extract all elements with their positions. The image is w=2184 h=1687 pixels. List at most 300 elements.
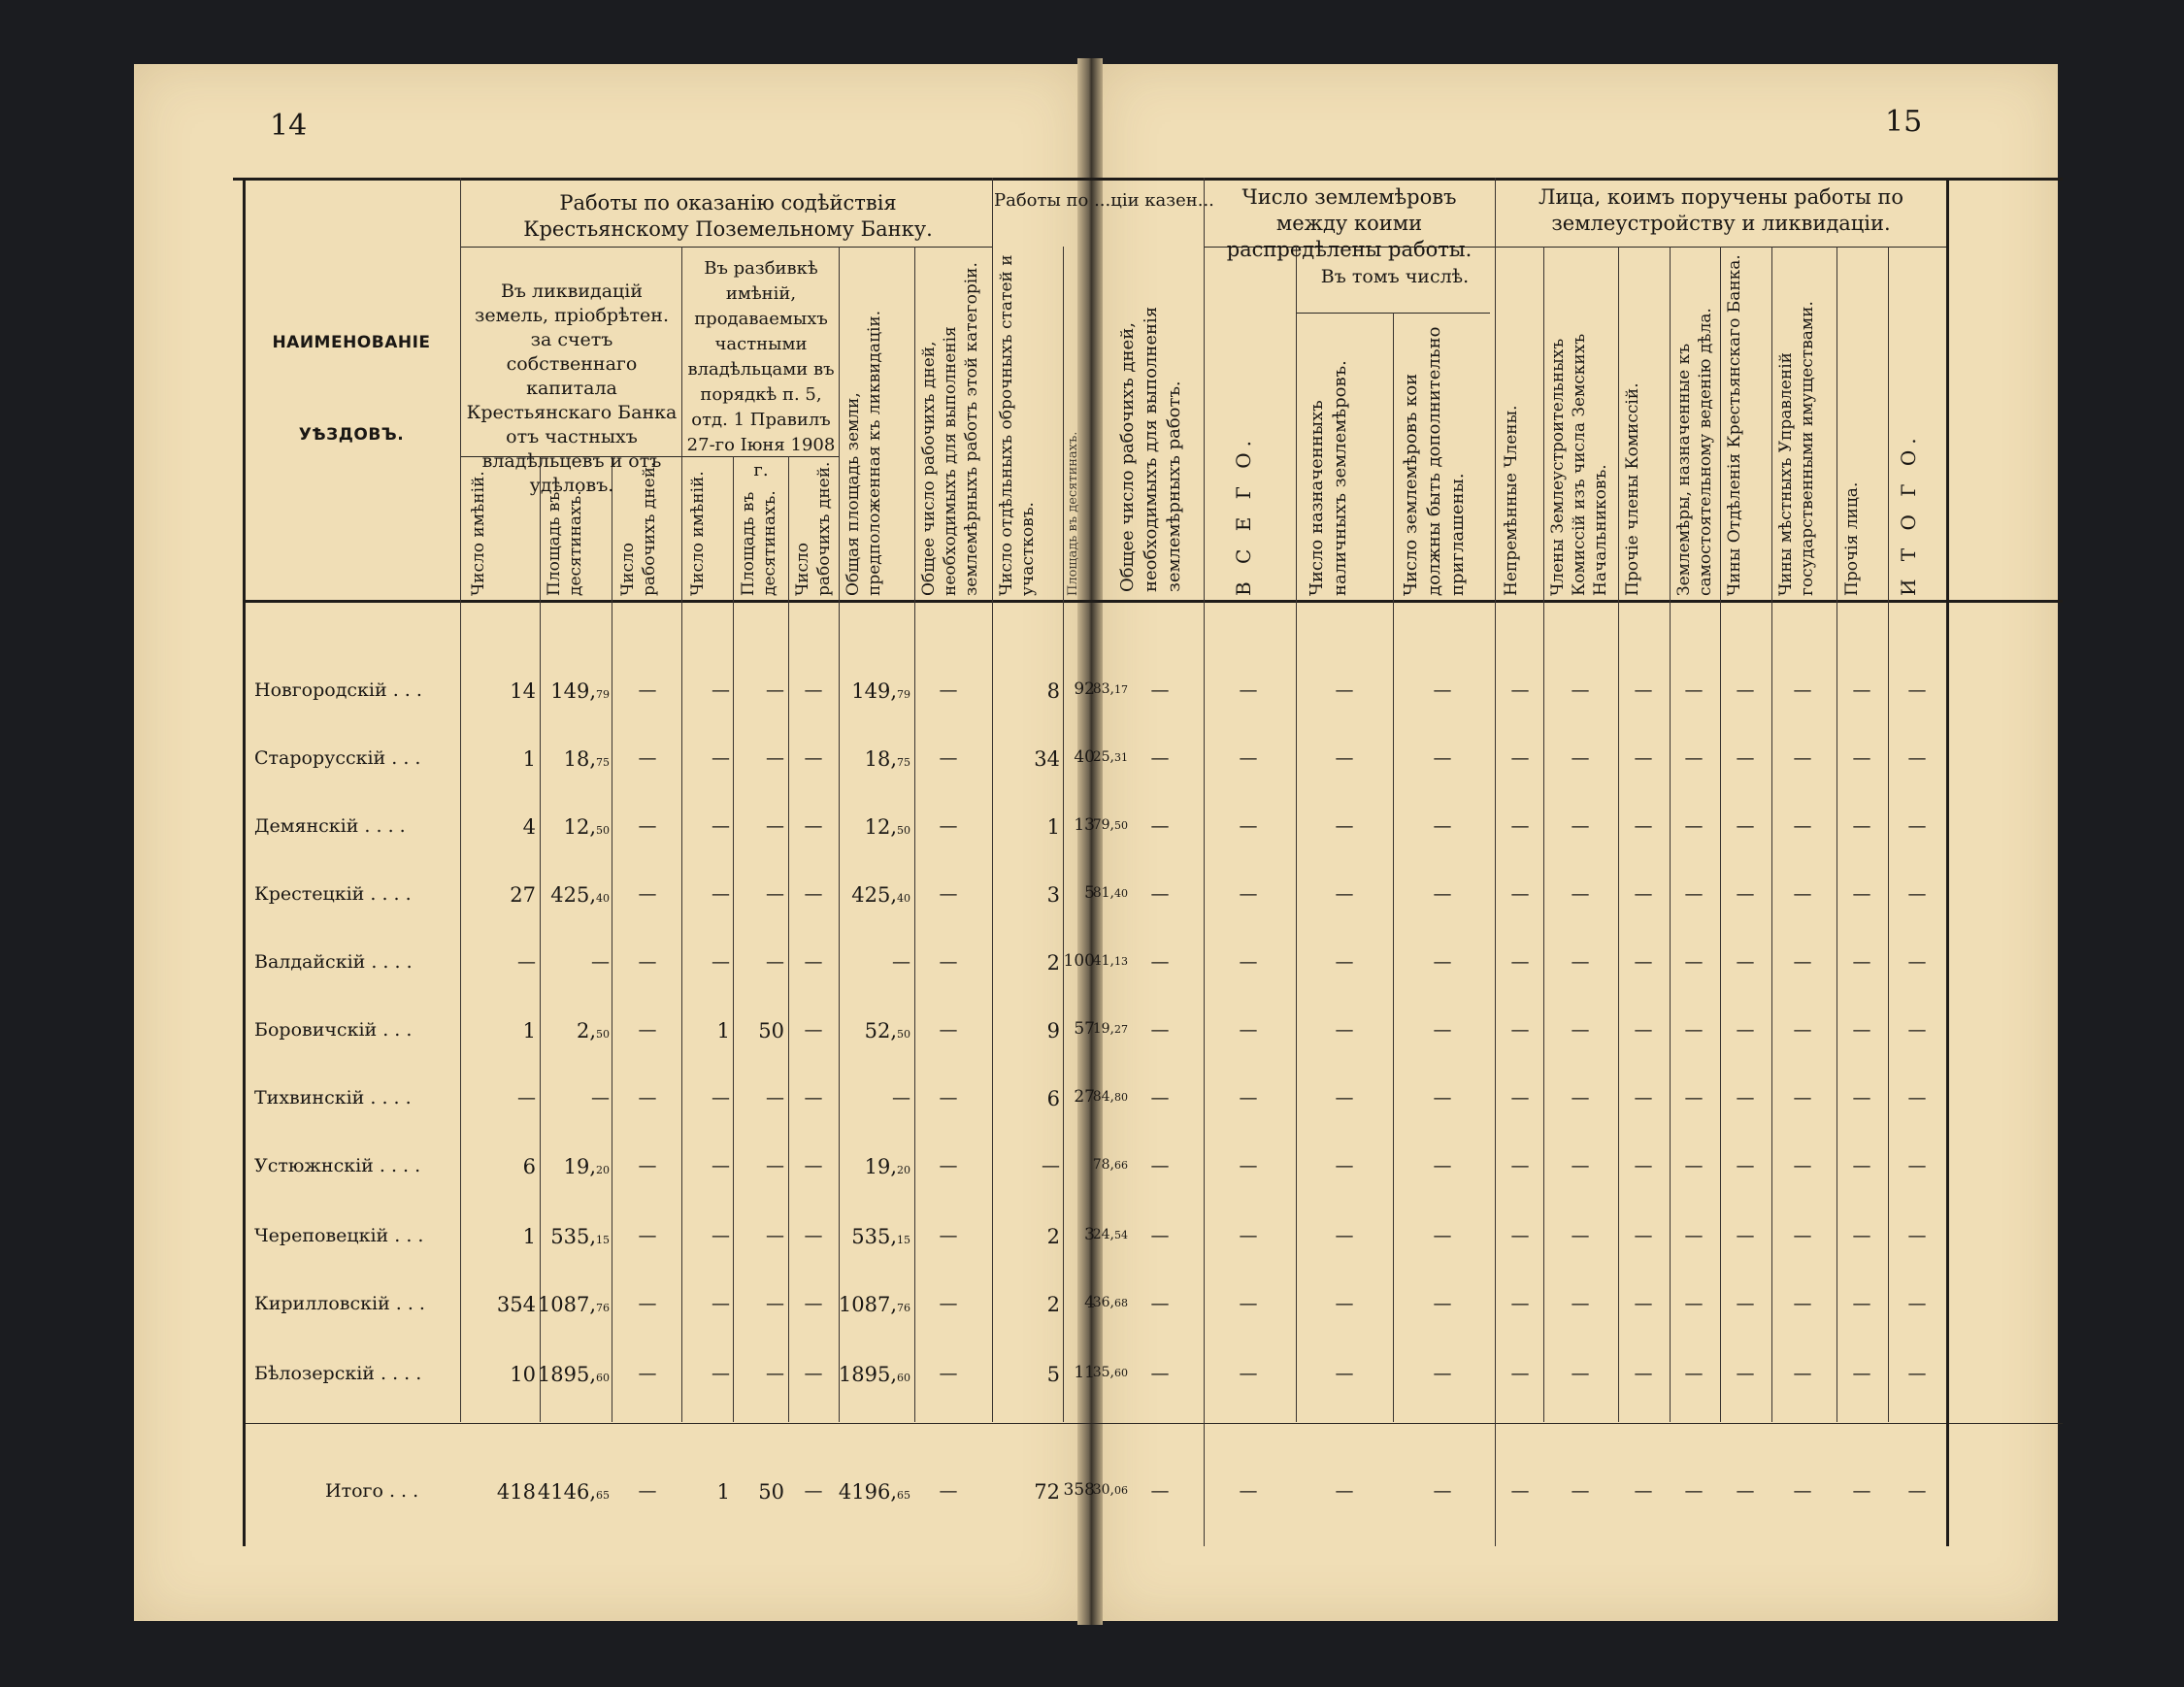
empty-cell-dash (799, 951, 828, 973)
lots-area-partial: 3 (1084, 1225, 1095, 1244)
empty-cell-dash (1731, 1480, 1760, 1502)
empty-cell-dash (1788, 883, 1817, 905)
gutter-area-fragment-fraction: 13 (1114, 955, 1128, 968)
total-area-fraction: 65 (897, 1489, 910, 1502)
gutter-area-fragment-fraction: 27 (1114, 1023, 1128, 1036)
empty-cell-dash (1428, 1155, 1457, 1176)
gutter-area-fragment: 84,80 (1092, 1089, 1128, 1105)
gutter-area-fragment: 81,40 (1092, 885, 1128, 901)
empty-cell-dash (1506, 1480, 1535, 1502)
empty-cell-dash (1234, 815, 1263, 837)
col-divider (1495, 178, 1496, 1546)
area-desyatins: — (591, 1087, 610, 1108)
col-estates-count: Число имѣній. (469, 471, 488, 596)
empty-cell-dash (1679, 951, 1708, 973)
empty-cell-dash (1145, 1087, 1175, 1108)
empty-cell-dash (1629, 1087, 1658, 1108)
empty-cell-dash (799, 1087, 828, 1108)
bank-group-header: Работы по оказанію содѣйствія Крестьянскому Поземельному Банку. (523, 191, 933, 241)
empty-cell-dash (1566, 679, 1595, 701)
estates-count: 10 (510, 1363, 536, 1386)
empty-cell-dash (1679, 679, 1708, 701)
lots-count: — (1042, 1155, 1060, 1176)
empty-cell-dash (1330, 1293, 1359, 1314)
empty-cell-dash (1788, 1480, 1817, 1502)
page-number-right: 15 (1885, 105, 1923, 139)
col-total-workdays: Общее число рабочихъ дней, необходимыхъ для выполненія землемѣрныхъ работъ этой категоріи. (919, 262, 981, 596)
empty-cell-dash (799, 747, 828, 769)
empty-cell-dash (934, 1155, 963, 1176)
estates-count-2: — (711, 1293, 730, 1314)
empty-cell-dash (1145, 1293, 1175, 1314)
total-row-label: Итого . . . (325, 1480, 419, 1502)
lots-area-partial: 40 (1074, 747, 1095, 767)
estates-count-2: — (711, 1155, 730, 1176)
empty-cell-dash (633, 883, 662, 905)
empty-cell-dash (1566, 815, 1595, 837)
empty-cell-dash (1679, 1480, 1708, 1502)
empty-cell-dash (799, 1293, 828, 1314)
empty-cell-dash (1506, 1363, 1535, 1384)
total-area: 1087,76 (838, 1293, 910, 1316)
empty-cell-dash (1679, 1225, 1708, 1246)
empty-cell-dash (1731, 679, 1760, 701)
district-name: Устюжнскій . . . . (254, 1155, 421, 1176)
empty-cell-dash (1629, 1225, 1658, 1246)
col-vsego: В С Е Г О. (1232, 434, 1255, 596)
lots-count: 72 (1034, 1480, 1060, 1504)
empty-cell-dash (1428, 1293, 1457, 1314)
page-number-left: 14 (270, 109, 308, 143)
area-desyatins: 4146,65 (537, 1480, 610, 1504)
lots-count: 2 (1046, 951, 1060, 975)
col-workdays: Число рабочихъ дней. (618, 461, 659, 596)
area-desyatins-2: — (766, 1293, 784, 1314)
empty-cell-dash (1330, 883, 1359, 905)
lots-count: 3 (1046, 883, 1060, 907)
empty-cell-dash (1731, 815, 1760, 837)
empty-cell-dash (1330, 951, 1359, 973)
empty-cell-dash (799, 679, 828, 701)
empty-cell-dash (633, 1480, 662, 1502)
col-divider (1543, 247, 1544, 1422)
total-area: 4196,65 (838, 1480, 910, 1504)
empty-cell-dash (1731, 1363, 1760, 1384)
empty-cell-dash (1903, 815, 1932, 837)
empty-cell-dash (799, 1019, 828, 1041)
col-invited-surveyors: Число землемѣровъ кои должны быть дополнительно приглашены. (1401, 326, 1468, 596)
empty-cell-dash (1234, 1155, 1263, 1176)
empty-cell-dash (1903, 747, 1932, 769)
empty-cell-dash (1506, 1019, 1535, 1041)
total-area-fraction: 76 (897, 1302, 910, 1314)
estates-count: 1 (522, 1225, 536, 1248)
empty-cell-dash (1566, 1019, 1595, 1041)
area-desyatins: 1895,60 (537, 1363, 610, 1386)
empty-cell-dash (1847, 1225, 1876, 1246)
empty-cell-dash (934, 1293, 963, 1314)
empty-cell-dash (1629, 1480, 1658, 1502)
empty-cell-dash (1731, 1019, 1760, 1041)
gutter-area-fragment-fraction: 50 (1114, 819, 1128, 832)
gutter-area-fragment: 24,54 (1092, 1227, 1128, 1242)
empty-cell-dash (1629, 1155, 1658, 1176)
empty-cell-dash (1788, 1225, 1817, 1246)
estates-count: 1 (522, 747, 536, 771)
area-desyatins: 2,50 (576, 1019, 610, 1042)
empty-cell-dash (1679, 1087, 1708, 1108)
empty-cell-dash (1506, 883, 1535, 905)
col-workdays-2: Число рабочихъ дней. (793, 461, 834, 596)
col-divider (1888, 247, 1889, 1422)
empty-cell-dash (1234, 883, 1263, 905)
empty-cell-dash (1679, 1363, 1708, 1384)
district-name: Новгородскій . . . (254, 679, 422, 701)
area-desyatins-fraction: 75 (596, 756, 610, 769)
empty-cell-dash (1679, 747, 1708, 769)
area-desyatins-fraction: 50 (596, 1028, 610, 1041)
gutter-area-fragment: 35,60 (1092, 1365, 1128, 1380)
area-desyatins: 149,79 (550, 679, 610, 703)
lots-count: 5 (1046, 1363, 1060, 1386)
empty-cell-dash (934, 679, 963, 701)
empty-cell-dash (1788, 679, 1817, 701)
empty-cell-dash (1428, 1480, 1457, 1502)
surveyors-group-header: Число землемѣровъ между коими распредѣлены работы. (1226, 185, 1473, 261)
col-commission-members: Члены Землеустроительныхъ Комиссій изъ числа Земскихъ Начальниковъ. (1548, 333, 1610, 596)
empty-cell-dash (1788, 951, 1817, 973)
empty-cell-dash (1145, 1363, 1175, 1384)
empty-cell-dash (1788, 1019, 1817, 1041)
total-area-fraction: 15 (897, 1234, 910, 1246)
estates-count: — (517, 951, 536, 973)
empty-cell-dash (1788, 1155, 1817, 1176)
total-area: 1895,60 (838, 1363, 910, 1386)
empty-cell-dash (1234, 747, 1263, 769)
col-divider (1393, 313, 1394, 1422)
col-others: Прочія лица. (1842, 481, 1862, 596)
empty-cell-dash (1330, 1087, 1359, 1108)
empty-cell-dash (1566, 1480, 1595, 1502)
empty-cell-dash (1428, 883, 1457, 905)
area-desyatins-fraction: 76 (596, 1302, 610, 1314)
total-area: 18,75 (864, 747, 910, 771)
empty-cell-dash (1145, 815, 1175, 837)
empty-cell-dash (1629, 1363, 1658, 1384)
total-area-fraction: 50 (897, 1028, 910, 1041)
lots-area-partial: 100 (1063, 951, 1095, 971)
empty-cell-dash (1566, 951, 1595, 973)
total-area: 535,15 (851, 1225, 910, 1248)
including-header: Въ томъ числѣ. (1320, 266, 1470, 287)
breakdown-subheader: Въ разбивкѣ имѣній, продаваемыхъ частными владѣльцами въ порядкѣ п. 5, отд. 1 Правилъ 27-го Іюня 1908 г. (686, 258, 836, 480)
empty-cell-dash (1506, 747, 1535, 769)
empty-cell-dash (1234, 1087, 1263, 1108)
empty-cell-dash (1506, 1155, 1535, 1176)
empty-cell-dash (1903, 883, 1932, 905)
empty-cell-dash (1903, 1155, 1932, 1176)
empty-cell-dash (1566, 1363, 1595, 1384)
empty-cell-dash (1731, 747, 1760, 769)
empty-cell-dash (799, 815, 828, 837)
area-desyatins-fraction: 15 (596, 1234, 610, 1246)
empty-cell-dash (1428, 1087, 1457, 1108)
area-desyatins-2: 50 (758, 1019, 784, 1042)
col-divider (733, 456, 734, 1422)
stub-header-title: НАИМЕНОВАНІЕ (272, 333, 431, 352)
empty-cell-dash (1847, 1087, 1876, 1108)
empty-cell-dash (1903, 951, 1932, 973)
col-divider (1204, 178, 1205, 1546)
empty-cell-dash (1731, 1155, 1760, 1176)
empty-cell-dash (1566, 747, 1595, 769)
gutter-area-fragment-fraction: 31 (1114, 751, 1128, 764)
gutter-area-fragment: 78,66 (1092, 1157, 1128, 1173)
empty-cell-dash (1788, 1363, 1817, 1384)
empty-cell-dash (1428, 951, 1457, 973)
total-area-fraction: 50 (897, 824, 910, 837)
gutter-area-fragment-fraction: 40 (1114, 887, 1128, 900)
empty-cell-dash (799, 1225, 828, 1246)
col-divider (540, 456, 541, 1422)
area-desyatins: 12,50 (563, 815, 610, 839)
lots-area-partial: 5 (1084, 883, 1095, 903)
empty-cell-dash (1234, 951, 1263, 973)
estates-count-2: — (711, 1087, 730, 1108)
gutter-area-fragment-fraction: 54 (1114, 1229, 1128, 1241)
col-divider (1296, 247, 1297, 1422)
empty-cell-dash (1903, 679, 1932, 701)
lots-count: 2 (1046, 1293, 1060, 1316)
empty-cell-dash (1679, 815, 1708, 837)
empty-cell-dash (1629, 1293, 1658, 1314)
empty-cell-dash (1506, 1293, 1535, 1314)
empty-cell-dash (1428, 1019, 1457, 1041)
empty-cell-dash (1903, 1480, 1932, 1502)
empty-cell-dash (1145, 679, 1175, 701)
empty-cell-dash (1847, 883, 1876, 905)
col-area-desyatins-3: Площадь въ десятинахъ. (1066, 431, 1080, 596)
total-area: 19,20 (864, 1155, 910, 1178)
total-area-fraction: 75 (897, 756, 910, 769)
empty-cell-dash (1428, 1363, 1457, 1384)
empty-cell-dash (1903, 1087, 1932, 1108)
district-name: Демянскій . . . . (254, 815, 406, 837)
empty-cell-dash (1234, 1480, 1263, 1502)
empty-cell-dash (1566, 1155, 1595, 1176)
gutter-area-fragment-fraction: 80 (1114, 1091, 1128, 1104)
district-name: Череповецкій . . . (254, 1225, 424, 1246)
empty-cell-dash (1330, 1155, 1359, 1176)
empty-cell-dash (633, 1019, 662, 1041)
empty-cell-dash (1566, 1087, 1595, 1108)
district-name: Боровичскій . . . (254, 1019, 413, 1041)
lots-area-partial: 92 (1074, 679, 1095, 699)
empty-cell-dash (1428, 747, 1457, 769)
estates-count: 418 (496, 1480, 536, 1504)
table-left-rule (243, 178, 246, 1546)
empty-cell-dash (1731, 1225, 1760, 1246)
empty-cell-dash (1506, 1225, 1535, 1246)
empty-cell-dash (1145, 1019, 1175, 1041)
empty-cell-dash (799, 883, 828, 905)
empty-cell-dash (1847, 747, 1876, 769)
empty-cell-dash (1428, 1225, 1457, 1246)
gutter-area-fragment-fraction: 66 (1114, 1159, 1128, 1172)
total-area: 12,50 (864, 815, 910, 839)
empty-cell-dash (1566, 1225, 1595, 1246)
empty-cell-dash (934, 951, 963, 973)
lots-area-partial: 57 (1074, 1019, 1095, 1039)
total-area-fraction: 40 (897, 892, 910, 905)
estates-count: 4 (522, 815, 536, 839)
col-other-members: Прочіе члены Комиссій. (1623, 382, 1642, 596)
district-name: Старорусскій . . . (254, 747, 421, 769)
empty-cell-dash (1330, 1019, 1359, 1041)
lots-count: 1 (1046, 815, 1060, 839)
empty-cell-dash (1330, 1480, 1359, 1502)
table-right-rule (1946, 178, 1949, 1546)
stub-header-subtitle: УѢЗДОВЪ. (298, 425, 405, 445)
empty-cell-dash (1847, 679, 1876, 701)
empty-cell-dash (633, 815, 662, 837)
estates-count: 6 (522, 1155, 536, 1178)
empty-cell-dash (1330, 679, 1359, 701)
lots-count: 34 (1034, 747, 1060, 771)
empty-cell-dash (1629, 815, 1658, 837)
gutter-area-fragment-fraction: 68 (1114, 1297, 1128, 1309)
col-local-officials: Чины мѣстныхъ Управленій государственными имуществами. (1776, 301, 1817, 596)
col-divider (1771, 247, 1772, 1422)
empty-cell-dash (1788, 747, 1817, 769)
empty-cell-dash (934, 1480, 963, 1502)
empty-cell-dash (934, 815, 963, 837)
empty-cell-dash (633, 1293, 662, 1314)
total-area: — (892, 951, 910, 973)
estates-count-2: — (711, 951, 730, 973)
area-desyatins-fraction: 40 (596, 892, 610, 905)
gutter-area-fragment-fraction: 17 (1114, 683, 1128, 696)
lots-area-partial: 27 (1074, 1087, 1095, 1107)
empty-cell-dash (633, 1363, 662, 1384)
estates-count-2: — (711, 815, 730, 837)
total-area-fraction: 60 (897, 1372, 910, 1384)
col-area-desyatins-2: Площадь въ десятинахъ. (739, 490, 779, 596)
gutter-area-fragment: 79,50 (1092, 817, 1128, 833)
empty-cell-dash (1847, 1155, 1876, 1176)
empty-cell-dash (1903, 1293, 1932, 1314)
empty-cell-dash (1679, 1293, 1708, 1314)
estates-count: 27 (510, 883, 536, 907)
area-desyatins-fraction: 79 (596, 688, 610, 701)
rule-under-bank-group (460, 247, 992, 248)
gutter-area-fragment: 83,17 (1092, 681, 1128, 697)
area-desyatins-2: — (766, 1225, 784, 1246)
area-desyatins-2: — (766, 1155, 784, 1176)
gutter-area-fragment: 41,13 (1092, 953, 1128, 969)
empty-cell-dash (1234, 1225, 1263, 1246)
gutter-area-fragment: 30,06 (1092, 1482, 1128, 1498)
empty-cell-dash (1234, 1019, 1263, 1041)
empty-cell-dash (1506, 951, 1535, 973)
empty-cell-dash (1566, 1293, 1595, 1314)
empty-cell-dash (1731, 1293, 1760, 1314)
area-desyatins-2: — (766, 679, 784, 701)
total-area: — (892, 1087, 910, 1108)
area-desyatins: 1087,76 (537, 1293, 610, 1316)
empty-cell-dash (1679, 883, 1708, 905)
empty-cell-dash (1629, 951, 1658, 973)
empty-cell-dash (1629, 883, 1658, 905)
area-desyatins-2: — (766, 747, 784, 769)
empty-cell-dash (1903, 1225, 1932, 1246)
empty-cell-dash (1330, 1225, 1359, 1246)
empty-cell-dash (1145, 1225, 1175, 1246)
empty-cell-dash (1330, 1363, 1359, 1384)
estates-count-2: 1 (716, 1480, 730, 1504)
area-desyatins: 19,20 (563, 1155, 610, 1178)
district-name: Бѣлозерскій . . . . (254, 1363, 422, 1384)
total-area-fraction: 20 (897, 1164, 910, 1176)
empty-cell-dash (1679, 1019, 1708, 1041)
district-name: Тихвинскій . . . . (254, 1087, 412, 1108)
col-independent-surveyors: Землемѣры, назначенные къ самостоятельному веденію дѣла. (1674, 308, 1715, 596)
liquidation-subheader: Въ ликвидацій земель, пріобрѣтен. за счетъ собственнаго капитала Крестьянскаго Банка отъ частныхъ владѣльцевъ и отъ удѣловъ. (466, 281, 678, 496)
district-name: Крестецкій . . . . (254, 883, 412, 905)
area-desyatins: 535,15 (550, 1225, 610, 1248)
empty-cell-dash (1234, 1293, 1263, 1314)
empty-cell-dash (1788, 1087, 1817, 1108)
empty-cell-dash (934, 747, 963, 769)
estates-count-2: — (711, 1363, 730, 1384)
estates-count-2: 1 (716, 1019, 730, 1042)
col-estates-count-2: Число имѣній. (688, 471, 708, 596)
col-area-desyatins: Площадь въ десятинахъ. (545, 490, 585, 596)
empty-cell-dash (934, 1225, 963, 1246)
area-desyatins-2: — (766, 815, 784, 837)
empty-cell-dash (1788, 1293, 1817, 1314)
area-desyatins-2: — (766, 951, 784, 973)
lots-area-partial: 358 (1063, 1480, 1095, 1500)
empty-cell-dash (1428, 679, 1457, 701)
col-assigned-surveyors: Число назначенныхъ наличныхъ землемѣровъ. (1307, 360, 1350, 596)
estates-count-2: — (711, 1225, 730, 1246)
area-desyatins-2: 50 (758, 1480, 784, 1504)
district-name: Кирилловскій . . . (254, 1293, 425, 1314)
empty-cell-dash (633, 1225, 662, 1246)
empty-cell-dash (1145, 951, 1175, 973)
lots-count: 2 (1046, 1225, 1060, 1248)
empty-cell-dash (633, 1155, 662, 1176)
estates-count: 354 (496, 1293, 536, 1316)
col-total-days-needed: Общее число рабочихъ дней, необходимыхъ для выполненія землемѣрныхъ работъ. (1117, 306, 1184, 592)
empty-cell-dash (934, 883, 963, 905)
empty-cell-dash (1903, 1019, 1932, 1041)
area-desyatins-2: — (766, 1087, 784, 1108)
area-desyatins-2: — (766, 1363, 784, 1384)
empty-cell-dash (1679, 1155, 1708, 1176)
col-lots-count: Число отдѣльныхъ оброчныхъ статей и участковъ. (997, 254, 1038, 596)
empty-cell-dash (799, 1155, 828, 1176)
empty-cell-dash (1847, 1480, 1876, 1502)
col-divider (1670, 247, 1671, 1422)
total-area: 52,50 (864, 1019, 910, 1042)
area-desyatins: 18,75 (563, 747, 610, 771)
col-divider (788, 456, 789, 1422)
lots-area-partial: 13 (1074, 815, 1095, 835)
empty-cell-dash (1731, 1087, 1760, 1108)
empty-cell-dash (1847, 951, 1876, 973)
